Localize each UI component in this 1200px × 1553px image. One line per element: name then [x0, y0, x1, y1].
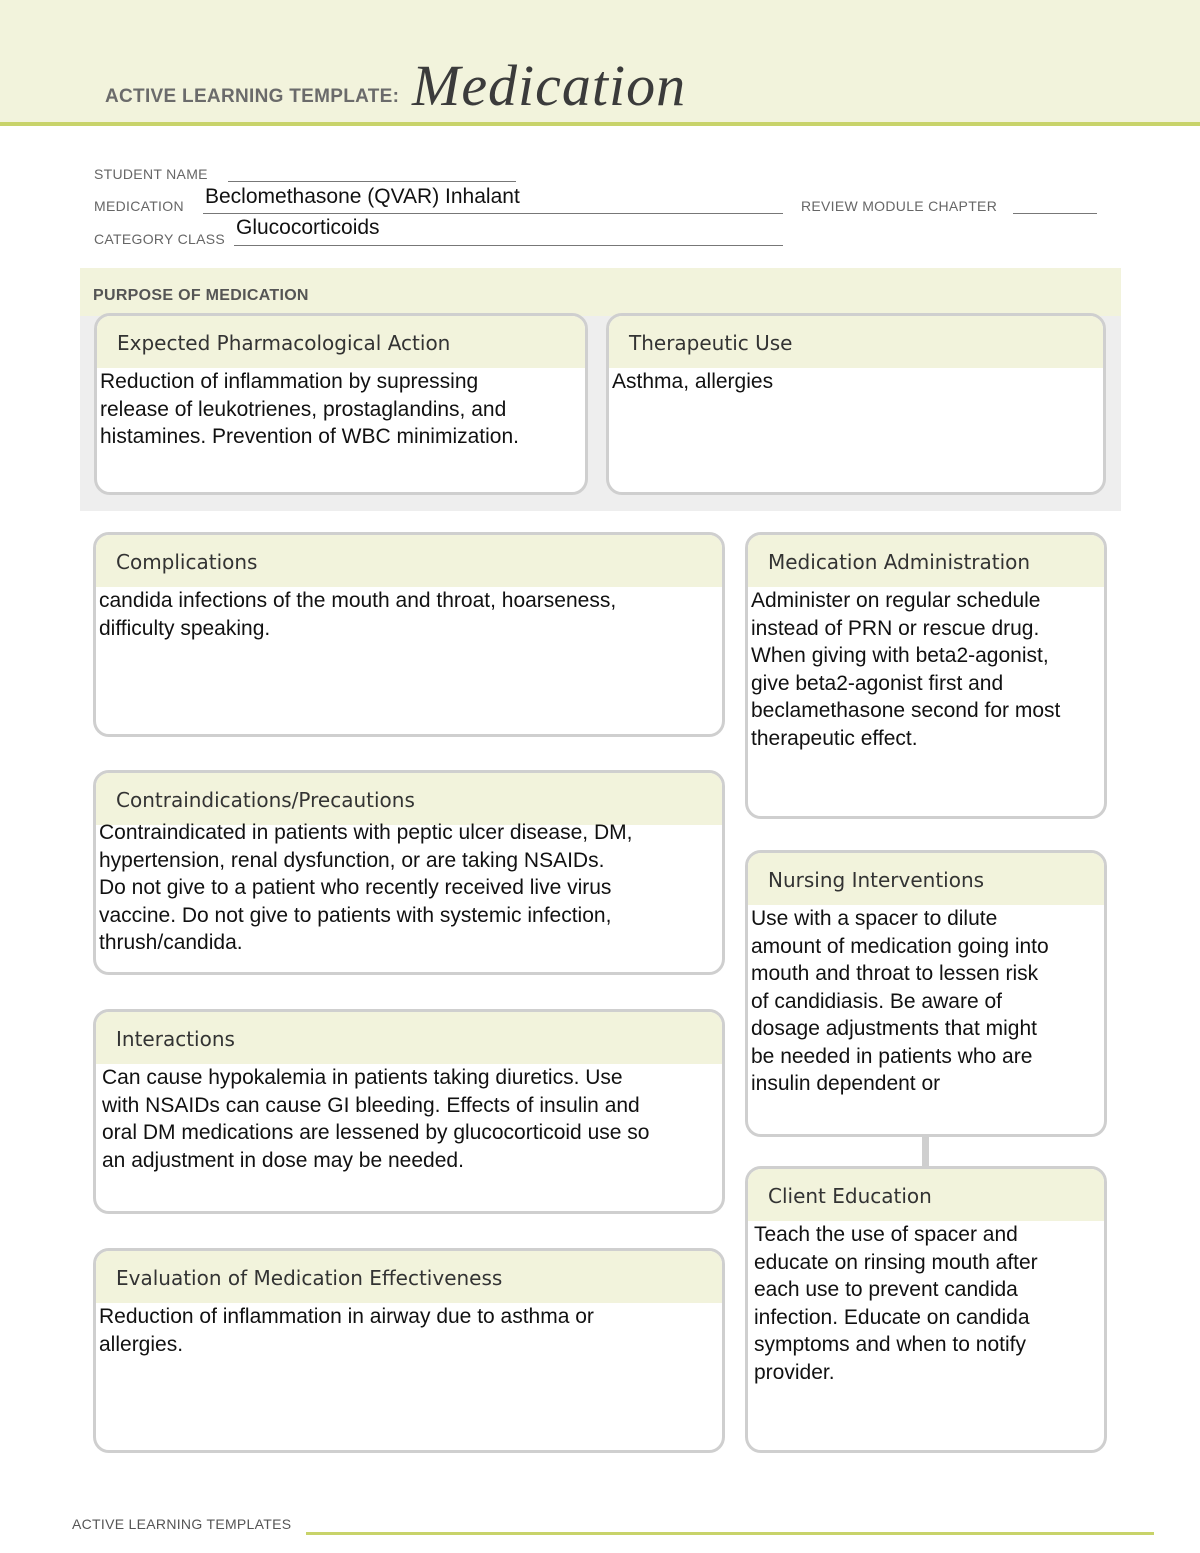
complications-title: Complications	[96, 535, 722, 587]
expected-action-text[interactable]: Reduction of inflammation by supressing release of leukotrienes, prostaglandins, and histamines. Prevention of WBC minimization.	[100, 370, 519, 448]
medication-field[interactable]: Beclomethasone (QVAR) Inhalant	[205, 185, 520, 208]
evaluation-text[interactable]: Reduction of inflammation in airway due to asthma or allergies.	[99, 1305, 594, 1356]
complications-text[interactable]: candida infections of the mouth and throat, hoarseness, difficulty speaking.	[99, 589, 617, 640]
medication-administration-card	[745, 532, 1107, 819]
template-title: Medication	[412, 53, 687, 118]
nursing-interventions-card	[745, 850, 1107, 1137]
footer-label: ACTIVE LEARNING TEMPLATES	[72, 1516, 292, 1532]
interactions-card	[93, 1009, 725, 1214]
contraindications-text[interactable]: Contraindicated in patients with peptic ulcer disease, DM, hypertension, renal dysfunction, or are taking NSAIDs. Do not give to a patient who recently received live virus vaccine. Do not give to patients with systemic infection, thrush/candida.	[99, 821, 633, 954]
expected-action-title: Expected Pharmacological Action	[97, 316, 585, 368]
header-rule	[0, 122, 1200, 126]
expected-action-card	[94, 313, 588, 495]
card-connector	[922, 1135, 929, 1167]
category-class-line	[234, 245, 783, 246]
client-education-title: Client Education	[748, 1169, 1104, 1221]
therapeutic-use-card	[606, 313, 1106, 495]
evaluation-card	[93, 1248, 725, 1453]
nursing-interventions-title: Nursing Interventions	[748, 853, 1104, 905]
review-module-line	[1013, 213, 1097, 214]
category-class-field[interactable]: Glucocorticoids	[236, 216, 380, 239]
student-name-label: STUDENT NAME	[94, 166, 208, 182]
nursing-interventions-text[interactable]: Use with a spacer to dilute amount of medication going into mouth and throat to lessen risk of candidiasis. Be aware of dosage adjustments that might be needed in patients who are insulin dependent or	[751, 907, 1049, 1095]
category-class-label: CATEGORY CLASS	[94, 231, 226, 247]
interactions-text[interactable]: Can cause hypokalemia in patients taking diuretics. Use with NSAIDs can cause GI bleeding. Effects of insulin and oral DM medications are lessened by glucocorticoid use so an adjustment in dose may be needed.	[102, 1066, 650, 1172]
footer-rule	[306, 1532, 1154, 1535]
client-education-card	[745, 1166, 1107, 1453]
complications-card	[93, 532, 725, 737]
interactions-title: Interactions	[96, 1012, 722, 1064]
medication-administration-title: Medication Administration	[748, 535, 1104, 587]
therapeutic-use-text[interactable]: Asthma, allergies	[612, 370, 774, 393]
medication-label: MEDICATION	[94, 198, 184, 214]
medication-line	[203, 213, 783, 214]
evaluation-title: Evaluation of Medication Effectiveness	[96, 1251, 722, 1303]
template-label: ACTIVE LEARNING TEMPLATE:	[105, 86, 400, 107]
contraindications-title: Contraindications/Precautions	[96, 773, 722, 825]
medication-administration-text[interactable]: Administer on regular schedule instead of PRN or rescue drug. When giving with beta2-agonist, give beta2-agonist first and beclamethasone second for most therapeutic effect.	[751, 589, 1061, 750]
purpose-label: PURPOSE OF MEDICATION	[93, 287, 309, 304]
student-name-line	[228, 181, 516, 182]
review-module-label: REVIEW MODULE CHAPTER	[801, 198, 998, 214]
client-education-text[interactable]: Teach the use of spacer and educate on rinsing mouth after each use to prevent candida infection. Educate on candida symptoms and when to notify provider.	[754, 1223, 1038, 1384]
contraindications-card	[93, 770, 725, 975]
therapeutic-use-title: Therapeutic Use	[609, 316, 1103, 368]
